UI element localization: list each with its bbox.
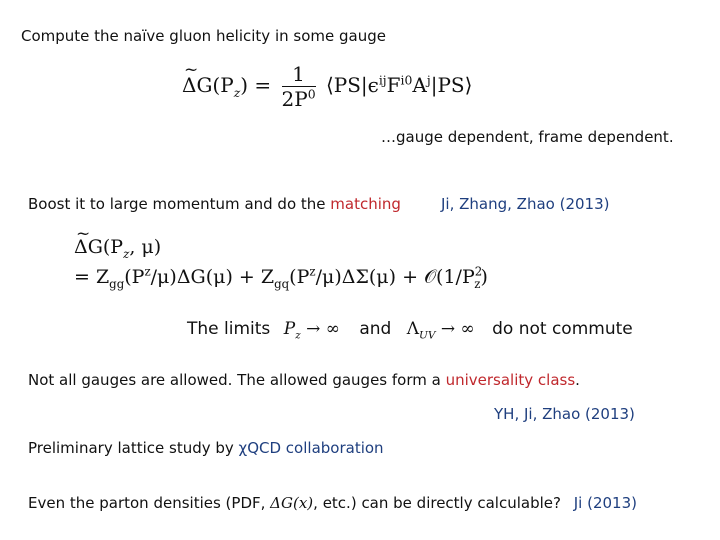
gauges-line: Not all gauges are allowed. The allowed gauges form a universality class. bbox=[28, 371, 580, 389]
gauge-dependence-note: …gauge dependent, frame dependent. bbox=[381, 128, 674, 146]
fraction: $\frac{1}{2P^0}$ bbox=[281, 62, 316, 111]
chiqcd-collaboration: χQCD collaboration bbox=[238, 439, 384, 457]
matching-equation-line1: ~ $\Delta G(P_z$, μ) bbox=[74, 232, 488, 262]
preliminary-line: Preliminary lattice study by χQCD collaboration bbox=[28, 439, 384, 457]
universality-class-highlight: universality class bbox=[445, 371, 576, 389]
helicity-equation: ~ $\Delta G(P_z)$ = $\frac{1}{2P^0}$ $⟨PS|\epsilon^{ij}F^{i0}A^j|PS⟩$ bbox=[182, 62, 472, 111]
tilde-accent: ~ ΔG(P bbox=[182, 73, 234, 97]
reference-ji-zhang-zhao: Ji, Zhang, Zhao (2013) bbox=[441, 195, 610, 213]
parton-line: Even the parton densities (PDF, ΔG(x), etc.) can be directly calculable? Ji (2013) bbox=[28, 494, 637, 512]
limits-line: The limits $P_z$ → ∞ and $\Lambda_{UV}$ → ∞ do not commute bbox=[187, 319, 633, 342]
intro-line: Compute the naïve gluon helicity in some gauge bbox=[21, 27, 386, 45]
matching-highlight: matching bbox=[330, 195, 401, 213]
reference-yh-ji-zhao: YH, Ji, Zhao (2013) bbox=[494, 405, 635, 423]
matching-equation bbox=[74, 232, 488, 292]
boost-line: Boost it to large momentum and do the matching bbox=[28, 195, 401, 213]
matching-equation-line2: = $Z_{gg}(P^z/\mu)\Delta G(\mu) + Z_{gq}(P^z/\mu)\Delta\Sigma(\mu)$ + $𝒪(1/P^2_z)$ bbox=[74, 264, 488, 291]
reference-ji: Ji (2013) bbox=[573, 494, 637, 512]
